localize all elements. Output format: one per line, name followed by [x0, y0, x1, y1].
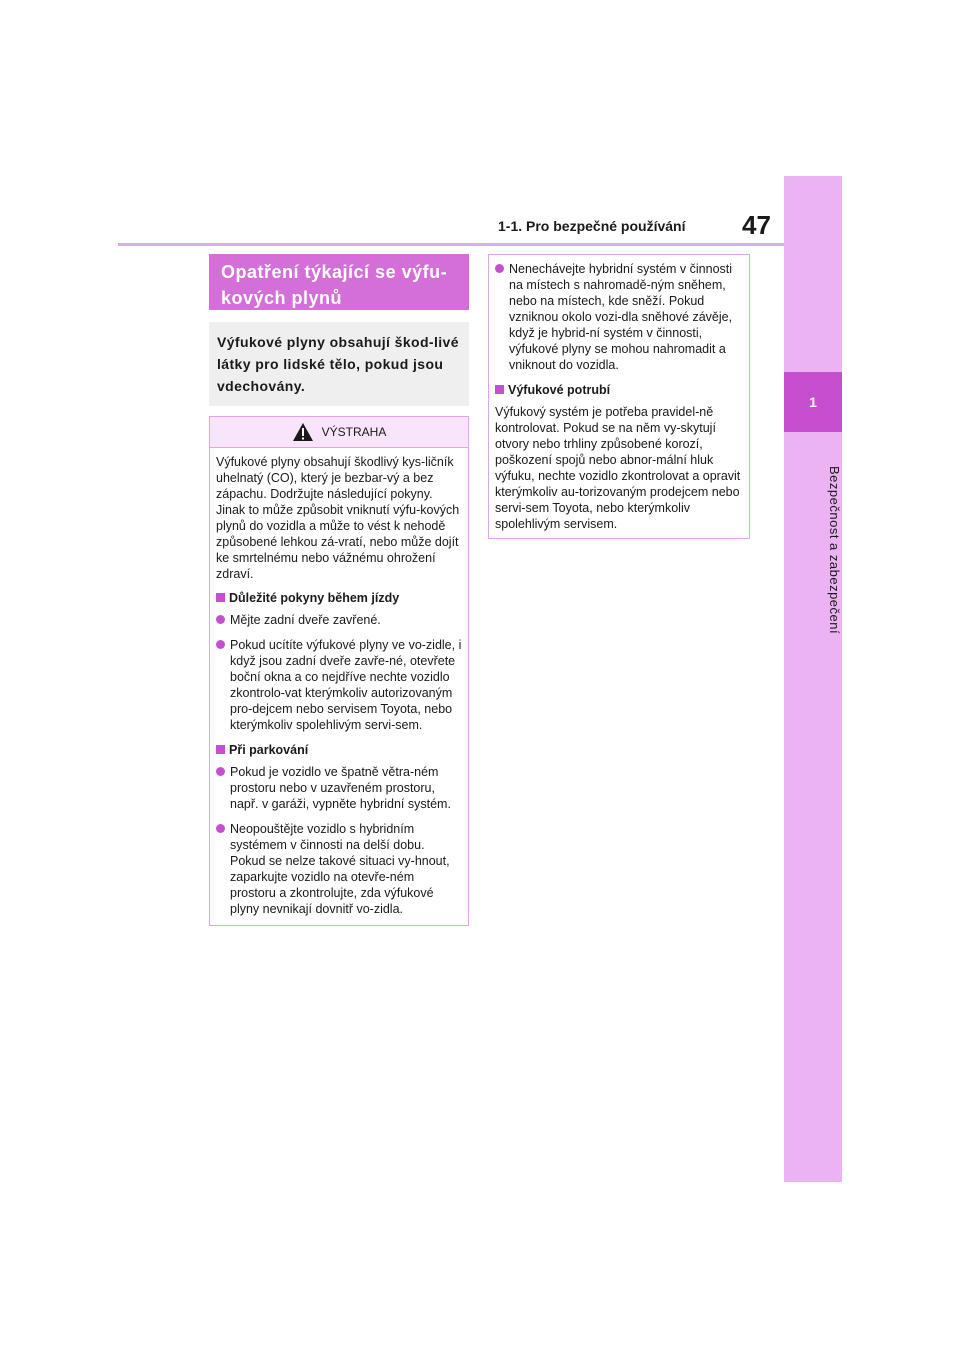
- list-item-text: Neopouštějte vozidlo s hybridním systémem v činnosti na delší dobu. Pokud se nelze takové situaci vy-hnout, zaparkujte vozidlo na otevře-ném prostoru a zkontrolujte, zda výfukové plyny nevnikají dovnitř vo-zidla.: [230, 822, 450, 916]
- left-column: [209, 254, 469, 926]
- list-item-text: Pokud je vozidlo ve špatně větra-ném prostoru nebo v uzavřeném prostoru, např. v garáži, vypněte hybridní systém.: [230, 765, 451, 811]
- round-bullet-icon: [216, 640, 225, 649]
- chapter-title: Bezpečnost a zabezpečení: [827, 465, 842, 635]
- list-item: [216, 637, 463, 733]
- list-item-text: Mějte zadní dveře zavřené.: [230, 613, 381, 627]
- warning-heading: VÝSTRAHA: [321, 425, 387, 439]
- header-divider: [118, 243, 784, 246]
- list-item: [216, 821, 463, 917]
- chapter-number-tab[interactable]: 1: [784, 372, 842, 432]
- subsection-heading: [216, 742, 463, 758]
- subsection-heading: [495, 382, 744, 398]
- section-header: 1-1. Pro bezpečné používání: [498, 218, 686, 234]
- subsection-title-exhaust-pipe: Výfukové potrubí: [508, 383, 611, 397]
- square-bullet-icon: [216, 593, 225, 602]
- square-bullet-icon: [216, 745, 225, 754]
- right-column: [488, 254, 750, 539]
- side-tab: [784, 176, 842, 1182]
- warning-header: [210, 417, 468, 448]
- round-bullet-icon: [216, 824, 225, 833]
- page-title: Opatření týkající se výfu-kových plynů: [209, 254, 469, 310]
- warning-intro-consequence: Jinak to může způsobit vniknutí výfu-kových plynů do vozidla a může to vést k nehodě způsobené lehkou zá-vratí, nebo může dojít ke smrtelnému nebo vážnému ohrožení zdraví.: [216, 503, 460, 581]
- warning-body: [210, 448, 468, 925]
- warning-box: [209, 416, 469, 926]
- square-bullet-icon: [495, 385, 504, 394]
- subsection-title-driving: Důležité pokyny během jízdy: [229, 591, 400, 605]
- list-item: [216, 612, 463, 628]
- page-number: 47: [742, 210, 771, 240]
- subsection-heading: [216, 590, 463, 606]
- warning-triangle-icon: [292, 422, 314, 442]
- list-item-text: Nenechávejte hybridní systém v činnosti na místech s nahromadě-ným sněhem, nebo na místech, kde sněží. Pokud vzniknou okolo vozi-dla sněhové závěje, když je hybrid-ní systém v činnosti, výfukové plyny se mohou nahromadit a vniknout do vozidla.: [509, 262, 733, 372]
- exhaust-pipe-text: Výfukový systém je potřeba pravidel-ně kontrolovat. Pokud se na něm vy-skytují otvory nebo trhliny způsobené korozí, poškození spojů nebo abnor-mální hluk výfuku, nechte vozidlo zkontrolovat a opravit kterýmkoliv au-torizovaným prodejcem nebo servi-sem Toyota, nebo kterýmkoliv spolehlivým servisem.: [495, 405, 741, 531]
- subsection-title-parking: Při parkování: [229, 743, 309, 757]
- round-bullet-icon: [216, 767, 225, 776]
- list-item: [495, 261, 744, 373]
- round-bullet-icon: [216, 615, 225, 624]
- list-item-text: Pokud ucítíte výfukové plyny ve vo-zidle, i když jsou zadní dveře zavře-né, otevřete boční okna a co nejdříve nechte vozidlo zkontrolo-vat kterýmkoliv autorizovaným pro-dejcem nebo servisem Toyota, nebo kterýmkoliv spolehlivým servi-sem.: [230, 638, 462, 732]
- warning-box-continued: [488, 254, 750, 539]
- warning-intro: Výfukové plyny obsahují škodlivý kys-ličník uhelnatý (CO), který je bezbar-vý a bez zápachu. Dodržujte následující pokyny.: [216, 455, 454, 501]
- lead-summary: Výfukové plyny obsahují škod-livé látky pro lidské tělo, pokud jsou vdechovány.: [209, 322, 469, 406]
- list-item: [216, 764, 463, 812]
- round-bullet-icon: [495, 264, 504, 273]
